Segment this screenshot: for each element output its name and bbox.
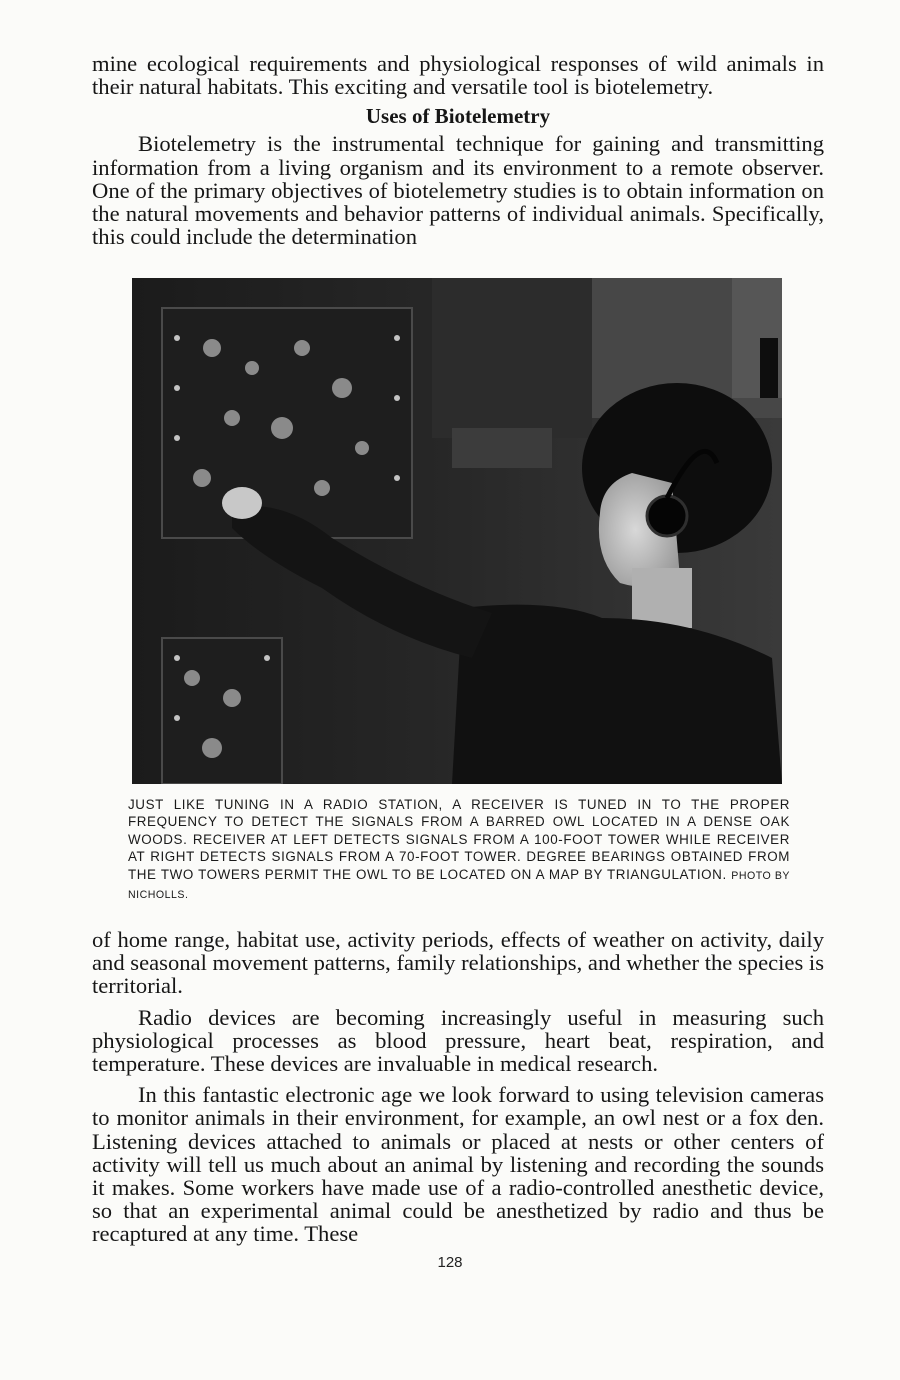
- radio-devices-paragraph: Radio devices are becoming increasingly useful in measuring such physiological processes as blood pressure, heart beat, respiration, and temperature. These devices are invaluable in medical research.: [92, 1004, 824, 1077]
- bottom-text-block: [92, 928, 824, 1254]
- continuation-paragraph: mine ecological requirements and physiological responses of wild animals in their natural habitats. This exciting and versatile tool is biotelemetry.: [92, 51, 824, 100]
- photo-caption: [128, 796, 790, 904]
- intro-paragraph: Biotelemetry is the instrumental technique for gaining and transmitting information from a living organism and its environment to a remote observer. One of the primary objectives of biotelemetry studies is to obtain information on the natural movements and behavior patterns of individual animals. Specifically, this could include the determination: [92, 131, 824, 250]
- continued-paragraph: of home range, habitat use, activity periods, effects of weather on activity, daily and seasonal movement patterns, family relationships, and whether the species is territorial.: [92, 927, 824, 999]
- electronic-age-paragraph: In this fantastic electronic age we look forward to using television cameras to monitor animals in their environment, for example, an owl nest or a fox den. Listening devices attached to animals or placed at nests or other centers of activity will tell us much about an animal by listening and recording the sounds it makes. Some workers have made use of a radio-controlled anesthetic device, so that an experimental animal could be anesthetized by radio and thus be recaptured at any time. These: [92, 1082, 824, 1247]
- caption-text: JUST LIKE TUNING IN A RADIO STATION, A RECEIVER IS TUNED IN TO THE PROPER FREQUENCY TO DETECT THE SIGNALS FROM A BARRED OWL LOCATED IN A DENSE OAK WOODS. RECEIVER AT LEFT DETECTS SIGNALS FROM A 100-FOOT TOWER WHILE RECEIVER AT RIGHT DETECTS SIGNALS FROM A 70-FOOT TOWER. DEGREE BEARINGS OBTAINED FROM THE TWO TOWERS PERMIT THE OWL TO BE LOCATED ON A MAP BY TRIANGULATION.: [128, 797, 790, 882]
- section-heading: Uses of Biotelemetry: [365, 104, 551, 129]
- page-number: 128: [437, 1254, 463, 1271]
- photo-receiver-operator: [132, 278, 782, 784]
- photo-illustration: [132, 278, 782, 784]
- photo-credit: PHOTO BY NICHOLLS.: [128, 869, 791, 902]
- top-text-block: [92, 52, 824, 248]
